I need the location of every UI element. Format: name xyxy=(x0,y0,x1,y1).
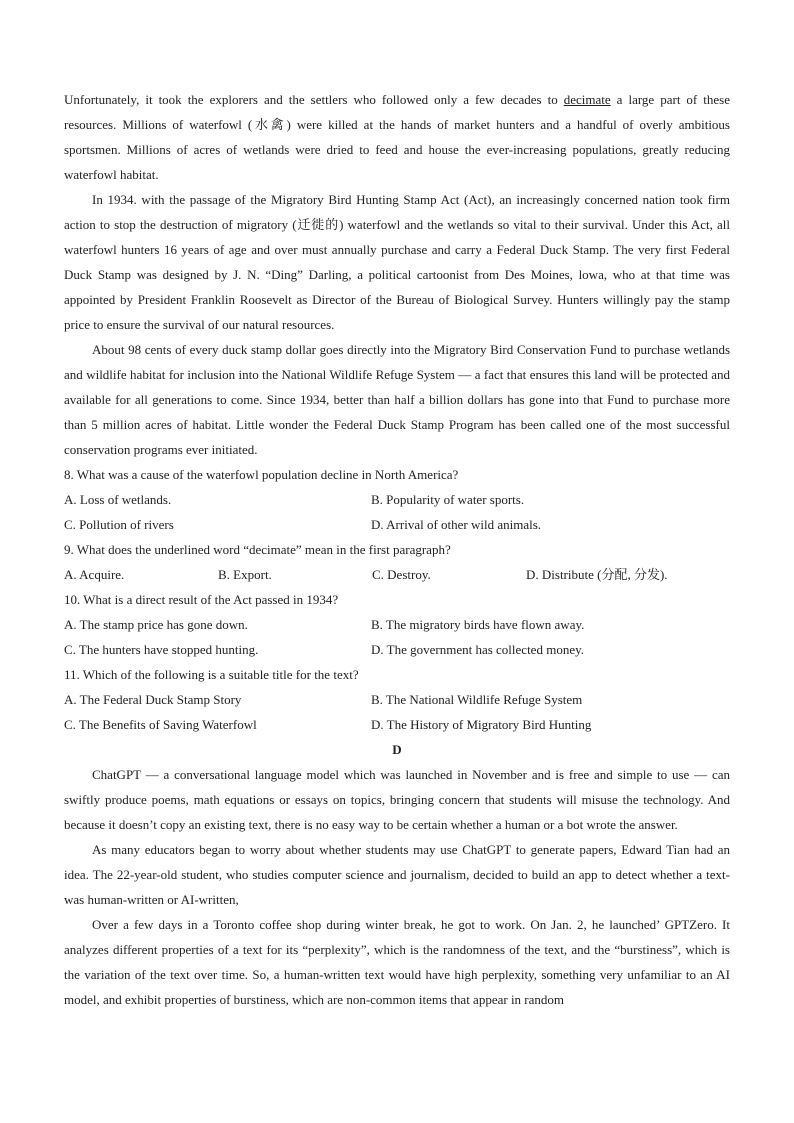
passage-d-paragraph-1: ChatGPT — a conversational language model which was launched in November and is free and simple to use — can swiftly produce poems, math equations or essays on topics, bringing concern that students will misuse the technology. And because it doesn’t copy an existing text, there is no easy way to be certain whether a human or a bot wrote the answer. xyxy=(64,767,730,832)
question-8-stem: 8. What was a cause of the waterfowl population decline in North America? xyxy=(64,467,459,482)
option-c: C. The hunters have stopped hunting. xyxy=(64,642,259,657)
option-c: C. The Benefits of Saving Waterfowl xyxy=(64,717,257,732)
passage-c-paragraph-2: In 1934. with the passage of the Migratory Bird Hunting Stamp Act (Act), an increasingly concerned nation took firm action to stop the destruction of migratory (迁徙的) waterfowl and the wetlands so vital to their survival. Under this Act, all waterfowl hunters 16 years of age and over must annually purchase and carry a Federal Duck Stamp. The very first Federal Duck Stamp was designed by J. N. “Ding” Darling, a political cartoonist from Des Moines, lowa, who at that time was appointed by President Franklin Roosevelt as Director of the Bureau of Biological Survey. Hunters willingly pay the stamp price to ensure the survival of our natural resources. xyxy=(64,192,730,332)
option-d: D. Distribute (分配, 分发). xyxy=(526,567,668,582)
question-11-options-row-2 xyxy=(64,712,730,737)
question-8-options-row-2 xyxy=(64,512,730,537)
option-b: B. The National Wildlife Refuge System xyxy=(371,692,583,707)
option-a: A. The Federal Duck Stamp Story xyxy=(64,692,242,707)
option-b: B. Popularity of water sports. xyxy=(371,492,525,507)
option-d: D. The government has collected money. xyxy=(371,642,584,657)
option-a: A. Loss of wetlands. xyxy=(64,492,172,507)
option-d: D. Arrival of other wild animals. xyxy=(371,517,542,532)
option-d: D. The History of Migratory Bird Hunting xyxy=(371,717,592,732)
question-9-options-row xyxy=(64,562,730,587)
question-10-options-row-2 xyxy=(64,637,730,662)
document-page xyxy=(64,87,730,1012)
question-11-stem: 11. Which of the following is a suitable title for the text? xyxy=(64,667,359,682)
passage-d-paragraph-2: As many educators began to worry about whether students may use ChatGPT to generate papers, Edward Tian had an idea. The 22-year-old student, who studies computer science and journalism, decided to build an app to detect whether a text-was human-written or AI-written, xyxy=(64,842,730,907)
option-b: B. The migratory birds have flown away. xyxy=(371,617,585,632)
question-8-options-row-1 xyxy=(64,487,730,512)
question-9-stem: 9. What does the underlined word “decimate” mean in the first paragraph? xyxy=(64,542,451,557)
section-title: D xyxy=(392,742,402,757)
paragraph-text: Unfortunately, it took the explorers and the settlers who followed only a few decades to xyxy=(64,92,564,107)
underlined-word: decimate xyxy=(563,92,611,107)
question-10-options-row-1 xyxy=(64,612,730,637)
option-a: A. The stamp price has gone down. xyxy=(64,617,248,632)
paragraph-text: a large part of these resources. Millions of waterfowl (水禽) were killed at the hands of market hunters and a handful of overly ambitious sportsmen. Millions of acres of wetlands were dried to feed and house the ever-increasing populations, greatly reducing waterfowl habitat. xyxy=(64,92,730,182)
question-11-options-row-1 xyxy=(64,687,730,712)
passage-c-paragraph-1 xyxy=(64,87,730,187)
option-b: B. Export. xyxy=(218,567,272,582)
option-c: C. Destroy. xyxy=(372,567,431,582)
question-10-stem: 10. What is a direct result of the Act passed in 1934? xyxy=(64,592,339,607)
option-c: C. Pollution of rivers xyxy=(64,517,174,532)
option-a: A. Acquire. xyxy=(64,567,125,582)
passage-d-paragraph-3: Over a few days in a Toronto coffee shop during winter break, he got to work. On Jan. 2, he launched’ GPTZero. It analyzes different properties of a text for its “perplexity”, which is the randomness of the text, and the “burstiness”, which is the variation of the text over time. So, a human-written text would have high perplexity, something very unfamiliar to an AI model, and exhibit properties of burstiness, which are non-common items that appear in random xyxy=(64,917,730,1007)
passage-c-paragraph-3: About 98 cents of every duck stamp dollar goes directly into the Migratory Bird Conservation Fund to purchase wetlands and wildlife habitat for inclusion into the National Wildlife Refuge System — a fact that ensures this land will be protected and available for all generations to come. Since 1934, better than half a billion dollars has gone into that Fund to purchase more than 5 million acres of habitat. Little wonder the Federal Duck Stamp Program has been called one of the most successful conservation programs ever initiated. xyxy=(64,342,730,457)
